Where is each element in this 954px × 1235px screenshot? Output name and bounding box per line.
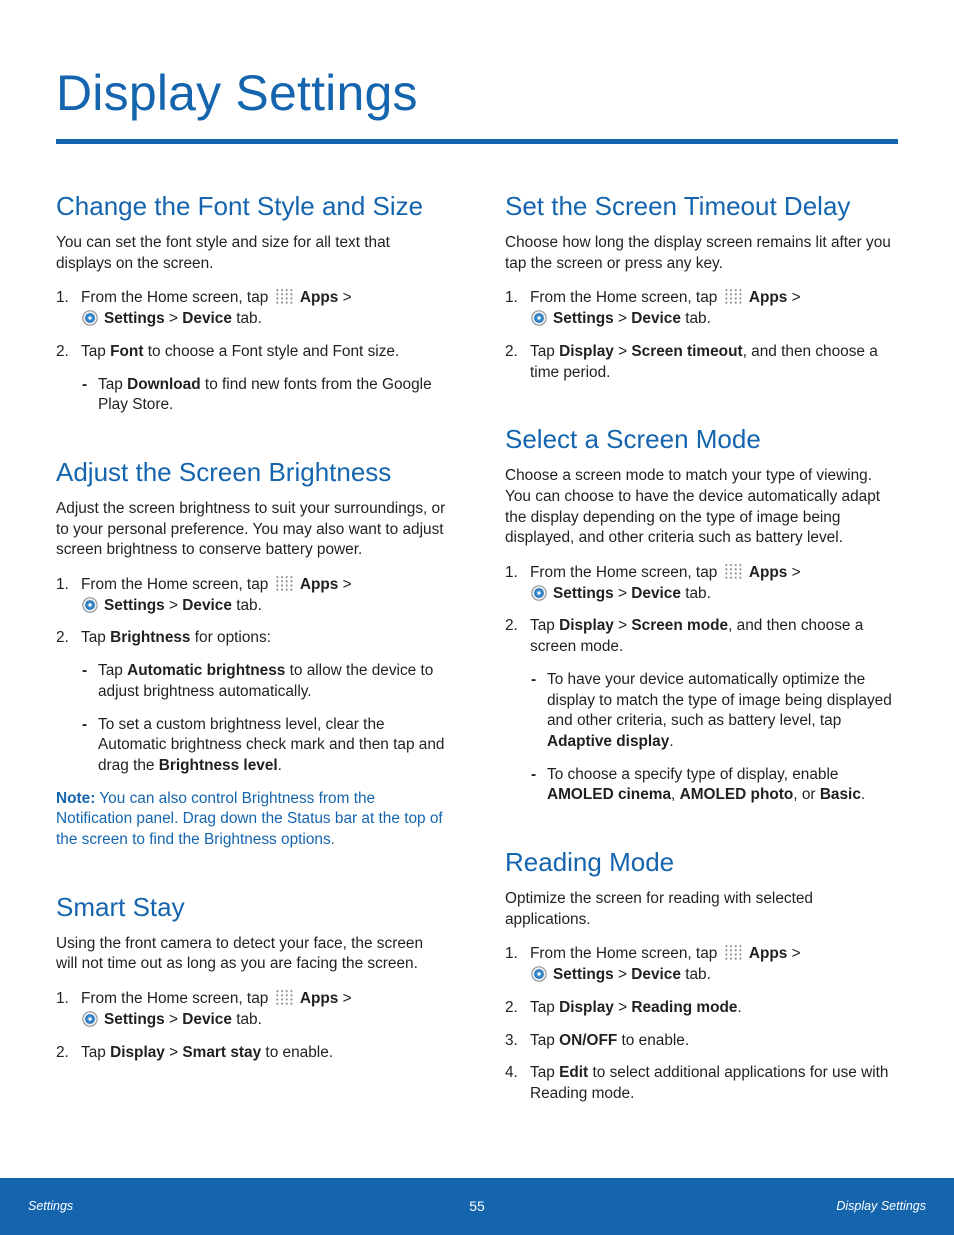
smart-stay-intro: Using the front camera to detect your face, the screen will not time out as long as you are facing the screen. [56,934,424,973]
settings-gear-icon [82,1011,98,1027]
brightness-heading: Adjust the Screen Brightness [56,456,392,487]
timeout-steps [505,288,897,383]
page-number: 55 [469,1198,485,1214]
smart-stay-section [56,891,448,1064]
font-section [56,190,448,416]
apps-grid-icon [724,288,743,305]
screen-mode-section [505,423,897,806]
step-item: 2. Tap Display > Reading mode. [505,998,742,1016]
step-item: 1. From the Home screen, tap Apps > Settings > Device tab. [505,945,801,984]
page-footer [0,1178,954,1235]
font-intro: You can set the font style and size for all text that displays on the screen. [56,234,390,272]
timeout-heading: Set the Screen Timeout Delay [505,191,851,221]
reading-heading: Reading Mode [505,847,675,878]
reading-intro: Optimize the screen for reading with selected applications. [505,890,813,928]
settings-gear-icon [531,310,547,326]
brightness-steps [56,575,448,649]
settings-gear-icon [531,585,547,601]
apps-grid-icon [275,288,294,305]
screen-mode-intro: Choose a screen mode to match your type of viewing. You can choose to have the device automatically adapt the display depending on the type of image being displayed, and other criteria such as battery level. [505,467,881,547]
timeout-section [505,190,897,383]
right-column [505,190,897,1105]
sub-item: - To have your device automatically optimize the display to match the type of image being displayed and other criteria, such as battery level, tap Adaptive display. [531,670,892,750]
brightness-note: Note: You can also control Brightness from the Notification panel. Drag down the Status bar at the top of the screen to find the Brightness options. [56,789,443,849]
font-heading: Change the Font Style and Size [56,191,424,221]
step-item: 3. Tap ON/OFF to enable. [505,1031,690,1049]
apps-grid-icon [724,944,743,961]
footer-section: Settings [28,1199,74,1213]
step-item: 1. From the Home screen, tap Apps > Settings > Device tab. [56,990,352,1028]
settings-gear-icon [82,310,98,326]
apps-grid-icon [275,575,294,592]
step-item: 2. Tap Display > Screen timeout, and then choose a time period. [505,342,878,381]
sub-item: - To set a custom brightness level, clear the Automatic brightness check mark and then tap and drag the Brightness level. [82,715,445,774]
font-steps [56,288,448,362]
settings-gear-icon [531,966,547,982]
brightness-intro: Adjust the screen brightness to suit your surroundings, or to your personal preference. You may also want to adjust screen brightness to conserve battery power. [56,499,446,559]
step-item: 2. Tap Display > Smart stay to enable. [56,1043,334,1061]
step-item: 2. Tap Font to choose a Font style and Font size. [56,342,400,360]
timeout-intro: Choose how long the display screen remains lit after you tap the screen or press any key. [505,234,891,272]
reading-section [505,846,897,1105]
smart-stay-steps [56,989,448,1063]
brightness-section [56,456,448,851]
footer-chapter: Display Settings [836,1199,926,1213]
left-column [56,190,448,1063]
sub-item: - Tap Automatic brightness to allow the device to adjust brightness automatically. [82,662,434,700]
screen-mode-steps [505,563,897,658]
step-item: 4. Tap Edit to select additional applications for use with Reading mode. [505,1064,889,1102]
step-item: 1. From the Home screen, tap Apps > Settings > Device tab. [505,564,801,602]
step-item: 2. Tap Brightness for options: [56,629,271,647]
screen-mode-heading: Select a Screen Mode [505,424,761,455]
apps-grid-icon [724,563,743,580]
title-rule [56,139,898,144]
reading-steps [505,944,897,1104]
step-item: 1. From the Home screen, tap Apps > Settings > Device tab. [56,576,352,614]
step-item: 1. From the Home screen, tap Apps > Settings > Device tab. [505,289,801,328]
page-title: Display Settings [56,65,418,121]
sub-item: - Tap Download to find new fonts from the Google Play Store. [82,375,432,414]
step-item: 2. Tap Display > Screen mode, and then choose a screen mode. [505,617,864,656]
sub-item: - To choose a specify type of display, enable AMOLED cinema, AMOLED photo, or Basic. [531,765,866,804]
settings-gear-icon [82,597,98,613]
smart-stay-heading: Smart Stay [56,891,185,922]
apps-grid-icon [275,989,294,1006]
step-item: 1. From the Home screen, tap Apps > Settings > Device tab. [56,289,352,328]
